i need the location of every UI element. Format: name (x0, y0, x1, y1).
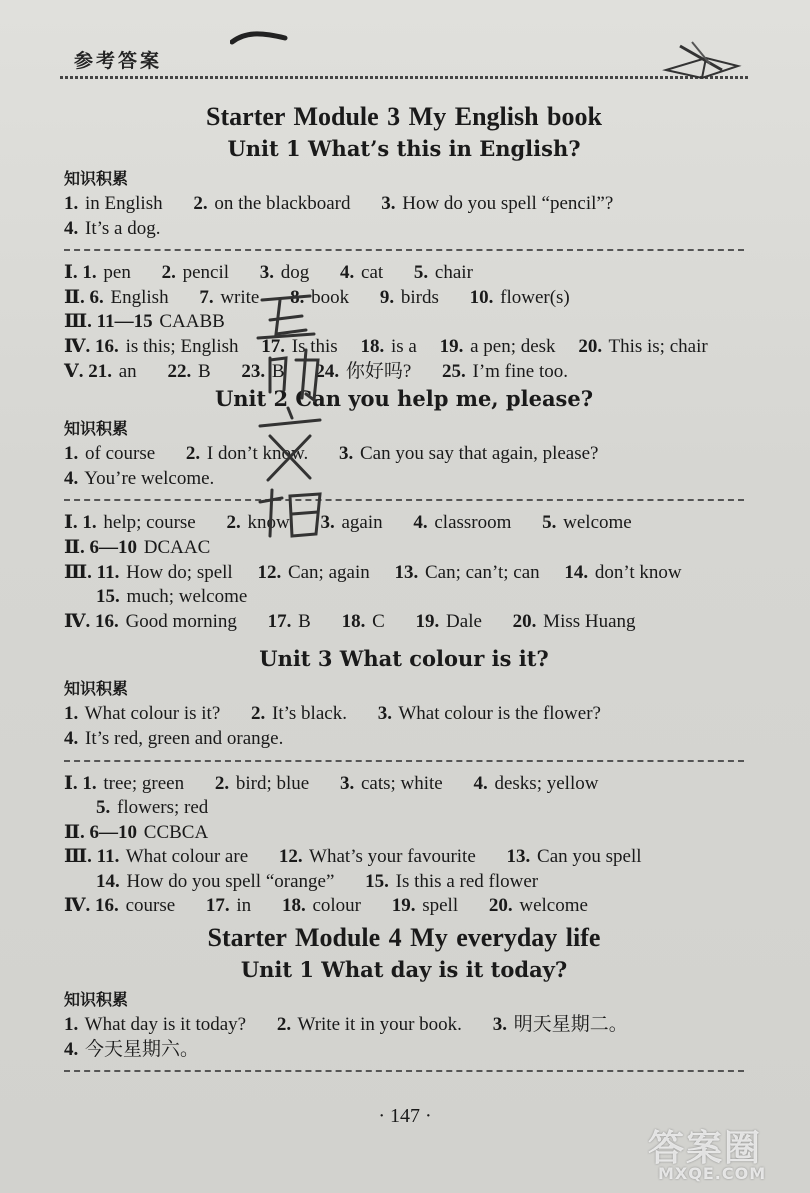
header-label: 参考答案 (74, 50, 163, 72)
section-label: 知识积累 (64, 679, 129, 699)
dashed-divider (64, 760, 744, 762)
pencil-book-icon (662, 40, 742, 80)
watermark (648, 1120, 798, 1186)
exercise-block (64, 261, 744, 384)
answer-line: Ⅳ. 16. course 17. in 18. colour 19. spell 20. welcome (64, 895, 588, 917)
answer-line: Ⅲ. 11—15 CAABB (64, 311, 225, 333)
answer-line: Ⅰ. 1. pen 2. pencil 3. dog 4. cat 5. chair (64, 262, 473, 284)
watermark-logo: 答案圈 (648, 1128, 763, 1169)
answer-line: 4. It’s red, green and orange. (64, 727, 284, 749)
answer-line: 14. How do you spell “orange” 15. Is this a red flower (96, 870, 539, 892)
section-label: 知识积累 (64, 419, 129, 439)
header-ink-scribble (230, 28, 290, 48)
knowledge-block (64, 1013, 744, 1062)
answer-line: 4. You’re welcome. (64, 467, 215, 489)
answer-line: Ⅳ. 16. is this; English 17. Is this 18. is a 19. a pen; desk 20. This is; chair (64, 335, 708, 357)
dashed-divider (64, 249, 744, 251)
answer-line: 4. 今天星期六。 (64, 1038, 200, 1060)
answer-line: Ⅳ. 16. Good morning 17. B 18. C 19. Dale 20. Miss Huang (64, 610, 636, 632)
answer-line: 1. in English 2. on the blackboard 3. How do you spell “pencil”? (64, 193, 614, 214)
answer-line: Ⅰ. 1. help; course 2. know 3. again 4. classroom 5. welcome (64, 512, 632, 534)
unit-title: Unit 2 Can you help me, please? (214, 386, 594, 412)
exercise-block (64, 772, 744, 920)
exercise-block (64, 511, 744, 634)
unit-title: Unit 3 What colour is it? (259, 646, 549, 672)
module-title: Starter Module 4 My everyday life (207, 923, 601, 953)
knowledge-block (64, 702, 744, 751)
section-label: 知识积累 (64, 990, 129, 1010)
page-number: · 147 · (378, 1105, 432, 1127)
answer-line: Ⅰ. 1. tree; green 2. bird; blue 3. cats; white 4. desks; yellow (64, 772, 599, 794)
answer-line: 5. flowers; red (96, 797, 209, 819)
answer-content (64, 98, 744, 1082)
answer-line: 4. It’s a dog. (64, 217, 161, 239)
knowledge-block (64, 442, 744, 491)
unit-title: Unit 1 What’s this in English? (227, 136, 581, 161)
section-label: 知识积累 (64, 169, 129, 188)
answer-line: Ⅱ. 6. English 7. write 8. book 9. birds 10. flower(s) (64, 286, 570, 308)
watermark-url: MXQE.COM (658, 1164, 767, 1183)
unit-title: Unit 1 What day is it today? (240, 957, 568, 983)
answer-line: Ⅱ. 6—10 DCAAC (64, 536, 211, 558)
module-title: Starter Module 3 My English book (206, 102, 602, 131)
answer-line: Ⅱ. 6—10 CCBCA (64, 821, 209, 843)
answer-line: 15. much; welcome (96, 586, 248, 608)
dashed-divider (64, 499, 744, 501)
answer-line: 1. What colour is it? 2. It’s black. 3. What colour is the flower? (64, 703, 601, 725)
answer-line: 1. of course 2. I don’t know. 3. Can you say that again, please? (64, 443, 599, 465)
answer-line: Ⅲ. 11. How do; spell 12. Can; again 13. Can; can’t; can 14. don’t know (64, 561, 682, 583)
header-rule (60, 76, 750, 79)
answer-line: Ⅴ. 21. an 22. B 23. B 24. 你好吗? 25. I’m fine too. (64, 360, 569, 382)
dashed-divider (64, 1070, 744, 1072)
answer-line: Ⅲ. 11. What colour are 12. What’s your favourite 13. Can you spell (64, 846, 642, 868)
answer-line: 1. What day is it today? 2. Write it in your book. 3. 明天星期二。 (64, 1014, 628, 1036)
knowledge-block (64, 192, 744, 241)
page-header (0, 0, 810, 85)
